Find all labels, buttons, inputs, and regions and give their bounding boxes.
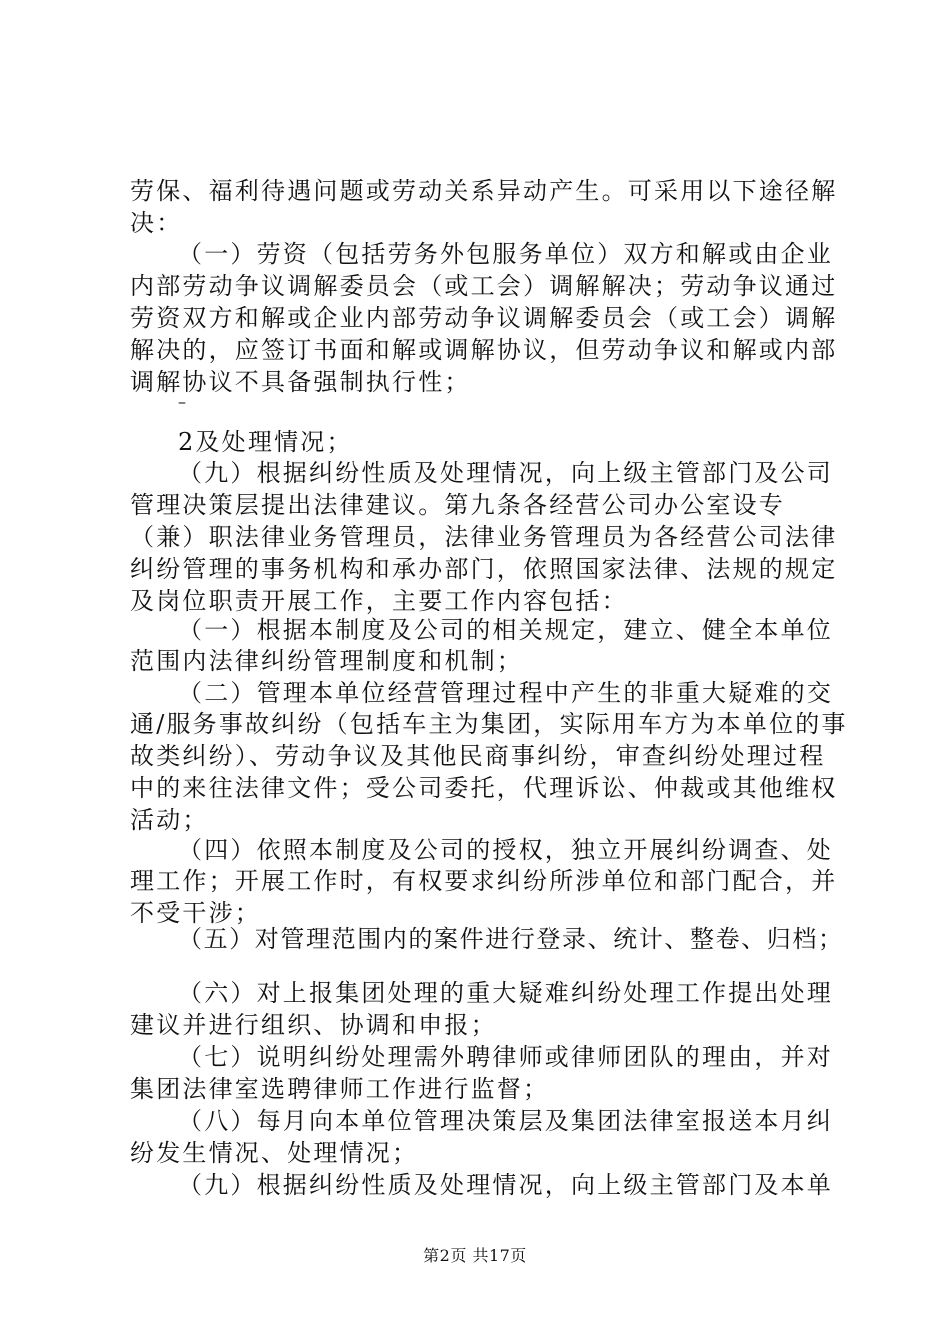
- text-line: 中的来往法律文件；受公司委托，代理诉讼、仲裁或其他维权: [130, 774, 838, 802]
- text-line: 理工作；开展工作时，有权要求纠纷所涉单位和部门配合，并: [130, 867, 838, 895]
- text-line: 解决的，应签订书面和解或调解协议，但劳动争议和解或内部: [130, 336, 838, 364]
- text-line: 及岗位职责开展工作，主要工作内容包括：: [130, 587, 628, 615]
- text-line: （一）根据本制度及公司的相关规定，建立、健全本单位: [178, 616, 833, 644]
- text-line: 2及处理情况；: [178, 428, 353, 456]
- text-line: 纠纷管理的事务机构和承办部门，依照国家法律、法规的规定: [130, 555, 838, 583]
- text-line: 不受干涉；: [130, 899, 261, 927]
- text-line: （五）对管理范围内的案件进行登录、统计、整卷、归档；: [178, 925, 844, 953]
- text-line: 劳保、福利待遇问题或劳动关系异动产生。可采用以下途径解: [130, 177, 838, 205]
- text-line: （一）劳资（包括劳务外包服务单位）双方和解或由企业: [178, 240, 833, 268]
- text-line: 调解协议不具备强制执行性；: [130, 368, 471, 396]
- text-line: 建议并进行组织、协调和申报；: [130, 1011, 497, 1039]
- text-line: 纷发生情况、处理情况；: [130, 1139, 419, 1167]
- dash-mark: –: [178, 392, 186, 411]
- text-line: （四）依照本制度及公司的授权，独立开展纠纷调查、处: [178, 836, 833, 864]
- text-line: 范围内法律纠纷管理制度和机制；: [130, 647, 523, 675]
- text-line: 管理决策层提出法律建议。第九条各经营公司办公室设专: [130, 491, 785, 519]
- text-line: （九）根据纠纷性质及处理情况，向上级主管部门及公司: [178, 459, 833, 487]
- text-line: （二）管理本单位经营管理过程中产生的非重大疑难的交: [178, 679, 833, 707]
- text-line: （兼）职法律业务管理员，法律业务管理员为各经营公司法律: [130, 523, 838, 551]
- text-line: 劳资双方和解或企业内部劳动争议调解委员会（或工会）调解: [130, 304, 838, 332]
- text-line: （八）每月向本单位管理决策层及集团法律室报送本月纠: [178, 1107, 833, 1135]
- text-line: （九）根据纠纷性质及处理情况，向上级主管部门及本单: [178, 1171, 833, 1199]
- text-line: 集团法律室选聘律师工作进行监督；: [130, 1075, 550, 1103]
- text-line: （六）对上报集团处理的重大疑难纠纷处理工作提出处理: [178, 979, 833, 1007]
- page-footer: 第2页 共17页: [423, 1246, 527, 1265]
- text-line: 活动；: [130, 806, 209, 834]
- text-line: 故类纠纷）、劳动争议及其他民商事纠纷，审查纠纷处理过程: [130, 742, 826, 770]
- text-line: 内部劳动争议调解委员会（或工会）调解解决；劳动争议通过: [130, 272, 838, 300]
- text-line: 决：: [130, 209, 183, 237]
- text-line: 通/服务事故纠纷（包括车主为集团，实际用车方为本单位的事: [130, 710, 848, 738]
- text-line: （七）说明纠纷处理需外聘律师或律师团队的理由，并对: [178, 1043, 833, 1071]
